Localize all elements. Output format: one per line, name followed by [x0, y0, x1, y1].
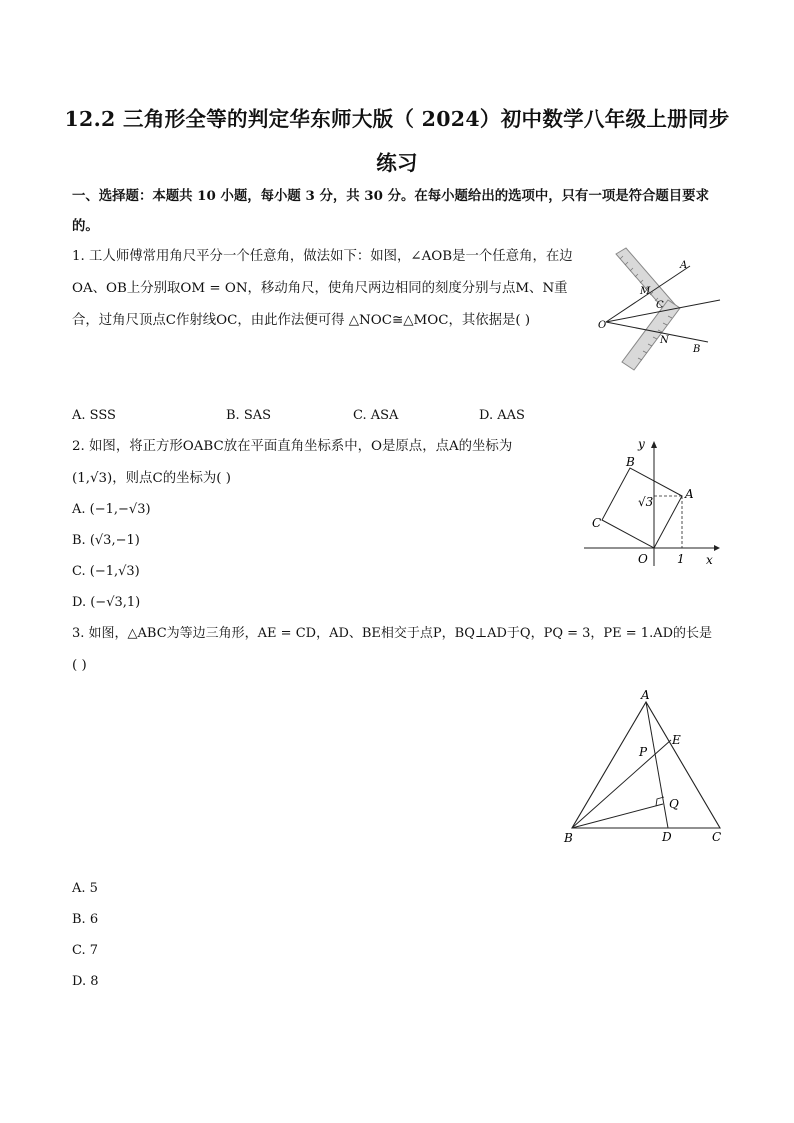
q1-option-d[interactable]: D. AAS: [479, 408, 525, 423]
q2-text-line2: (1,√3)，则点C的坐标为( ): [72, 471, 231, 486]
page-title-continued: 练习: [376, 151, 418, 175]
q3-option-d[interactable]: D. 8: [72, 974, 99, 989]
q1-text-line3: 合，过角尺顶点C作射线OC，由此作法便可得 △NOC≅△MOC，其依据是( ): [72, 313, 531, 328]
q1-angle-ruler-figure: [590, 246, 730, 372]
section-header: 一、选择题：本题共 10 小题，每小题 3 分，共 30 分。在每小题给出的选项中，只有一项是符合题目要求: [72, 188, 709, 204]
section-header-continued: 的。: [72, 218, 99, 234]
q2-coordinate-figure: [582, 436, 722, 570]
label-o: O: [598, 320, 607, 331]
label-root3: √3: [638, 495, 654, 509]
q3-triangle-figure: [560, 686, 730, 850]
label-c: C: [712, 830, 722, 844]
q3-text-line1: 3. 如图，△ABC为等边三角形，AE = CD，AD、BE相交于点P，BQ⊥AD于Q，PQ = 3，PE = 1.AD的长是: [72, 626, 713, 641]
label-d: D: [662, 830, 672, 844]
label-c: C: [592, 516, 602, 530]
label-b: B: [693, 344, 701, 355]
q3-option-c[interactable]: C. 7: [72, 943, 99, 958]
q3-text-line2: ( ): [72, 658, 87, 673]
label-n: N: [660, 335, 669, 346]
q2-text-line1: 2. 如图，将正方形OABC放在平面直角坐标系中，O是原点，点A的坐标为: [72, 439, 513, 454]
page-title: 12.2 三角形全等的判定华东师大版（ 2024）初中数学八年级上册同步: [64, 107, 730, 131]
label-m: M: [640, 286, 651, 297]
label-y: y: [638, 437, 645, 451]
q2-option-a[interactable]: A. (−1,−√3): [72, 502, 151, 517]
q1-option-a[interactable]: A. SSS: [72, 408, 116, 423]
label-one: 1: [677, 552, 685, 566]
q3-option-a[interactable]: A. 5: [72, 881, 98, 896]
label-a: A: [680, 260, 688, 271]
triangle-abc: [572, 702, 720, 828]
x-axis-arrow-icon: [714, 545, 720, 551]
y-axis-arrow-icon: [651, 441, 657, 448]
label-x: x: [706, 553, 713, 567]
q1-option-c[interactable]: C. ASA: [353, 408, 399, 423]
label-a: A: [641, 688, 650, 702]
label-c: C: [656, 300, 664, 311]
label-o: O: [638, 552, 648, 566]
q3-option-b[interactable]: B. 6: [72, 912, 99, 927]
label-b: B: [564, 831, 573, 845]
q1-text-line2: OA、OB上分别取OM = ON，移动角尺，使角尺两边相同的刻度分别与点M、N重: [72, 281, 568, 296]
q1-text-line1: 1. 工人师傅常用角尺平分一个任意角，做法如下：如图，∠AOB是一个任意角，在边: [72, 249, 573, 264]
label-b: B: [626, 455, 635, 469]
q2-option-b[interactable]: B. (√3,−1): [72, 533, 140, 548]
q2-option-d[interactable]: D. (−√3,1): [72, 595, 141, 610]
q2-option-c[interactable]: C. (−1,√3): [72, 564, 140, 579]
label-e: E: [672, 733, 681, 747]
label-q: Q: [669, 797, 679, 811]
q1-option-b[interactable]: B. SAS: [226, 408, 272, 423]
label-p: P: [639, 745, 648, 759]
label-a: A: [685, 487, 694, 501]
